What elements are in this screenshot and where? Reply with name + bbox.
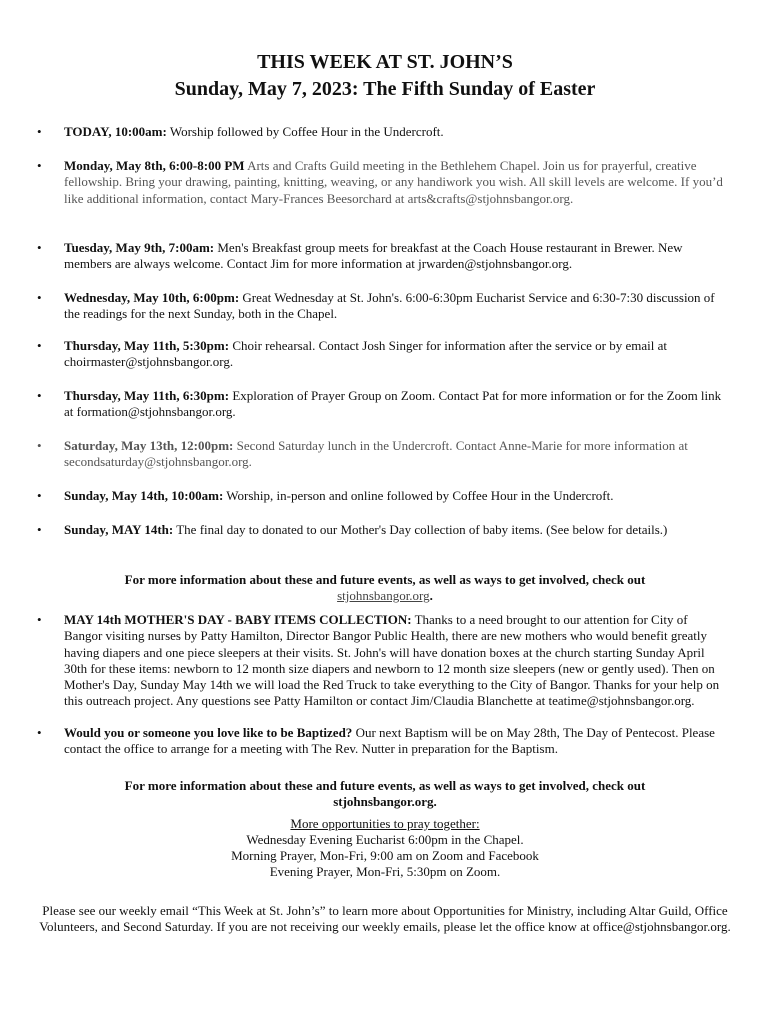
bullet-icon: • [37, 290, 42, 305]
event-label: Thursday, May 11th, 6:30pm: [64, 388, 230, 403]
prayer-line: Morning Prayer, Mon-Fri, 9:00 am on Zoom and Facebook [231, 848, 539, 863]
special-label: MAY 14th MOTHER'S DAY - BABY ITEMS COLLECTION: [64, 612, 412, 627]
event-text: Great Wednesday at St. John's. 6:00-6:30pm Eucharist Service and 6:30-7:30 discussion of the readings for the next Sunday, both in the Chapel. [64, 290, 715, 322]
bullet-icon: • [37, 488, 42, 503]
event-label: Sunday, May 14th, 10:00am: [64, 488, 224, 503]
more-info-notice [95, 572, 675, 604]
bullet-icon: • [37, 725, 42, 740]
special-text: Thanks to a need brought to our attention for City of Bangor visiting nurses by Patty Hamilton, Director Bangor Public Health, there are new mothers who would benefit greatly having diapers and one piece sleepers at their visits. St. John's will have donation boxes at the church starting Sunday April 30th for these items: newborn to 12 month size diapers and newborn to 12 month size sleepers (new or gently used). Then on Mother's Day, Sunday May 14th we will load the Red Truck to take everything to the City of Bangor. Thanks for your help on this outreach project. Any questions see Patty Hamilton or contact Jim/Claudia Blanchette at teatime@stjohnsbangor.org. [64, 612, 720, 709]
prayer-heading: More opportunities to pray together: [290, 816, 480, 831]
bullet-icon: • [37, 612, 42, 627]
list-item [37, 124, 724, 140]
list-item [37, 488, 724, 504]
list-item [37, 338, 724, 371]
event-label: TODAY, 10:00am: [64, 124, 167, 139]
event-label: Wednesday, May 10th, 6:00pm: [64, 290, 240, 305]
list-item [37, 388, 724, 421]
list-item [37, 612, 724, 710]
list-item [37, 290, 724, 323]
prayer-section [0, 816, 770, 880]
event-label: Sunday, MAY 14th: [64, 522, 174, 537]
closing-paragraph: Please see our weekly email “This Week at St. John’s” to learn more about Opportunities for Ministry, including Altar Guild, Office Volunteers, and Second Saturday. If you are not receiving our weekly emails, please let the office know at office@stjohnsbangor.org. [39, 903, 731, 934]
list-item [37, 725, 724, 758]
event-text: Men's Breakfast group meets for breakfast at the Coach House restaurant in Brewer. New members are always welcome. Contact Jim for more information at jrwarden@stjohnsbangor.org. [64, 240, 683, 272]
prayer-line: Evening Prayer, Mon-Fri, 5:30pm on Zoom. [269, 864, 501, 879]
bullet-icon: • [37, 158, 42, 173]
event-label: Monday, May 8th, 6:00-8:00 PM [64, 158, 245, 173]
more-info-end: . [429, 588, 433, 603]
list-item [37, 240, 724, 273]
event-label: Thursday, May 11th, 5:30pm: [64, 338, 230, 353]
more-info-line: stjohnsbangor.org. [333, 794, 437, 809]
event-text: Choir rehearsal. Contact Josh Singer for information after the service or by email at choirmaster@stjohnsbangor.org. [64, 338, 667, 370]
event-label: Saturday, May 13th, 12:00pm: [64, 438, 234, 453]
bullet-icon: • [37, 522, 42, 537]
event-text: Second Saturday lunch in the Undercroft. Contact Anne-Marie for more information at secondsaturday@stjohnsbangor.org. [64, 438, 688, 470]
event-text: Worship followed by Coffee Hour in the Undercroft. [166, 124, 444, 139]
page-subtitle: Sunday, May 7, 2023: The Fifth Sunday of Easter [174, 78, 596, 100]
bullet-icon: • [37, 438, 42, 453]
bullet-icon: • [37, 124, 42, 139]
special-text: Our next Baptism will be on May 28th, The Day of Pentecost. Please contact the office to arrange for a meeting with The Rev. Nutter in preparation for the Baptism. [64, 725, 715, 757]
event-text: Exploration of Prayer Group on Zoom. Contact Pat for more information or for the Zoom link at formation@stjohnsbangor.org. [64, 388, 722, 420]
event-text: Worship, in-person and online followed by Coffee Hour in the Undercroft. [223, 488, 614, 503]
list-item [37, 522, 724, 538]
bullet-icon: • [37, 338, 42, 353]
special-label: Would you or someone you love like to be Baptized? [64, 725, 353, 740]
list-item [37, 158, 724, 207]
list-item [37, 438, 724, 471]
event-text: Arts and Crafts Guild meeting in the Bethlehem Chapel. Join us for prayerful, creative fellowship. Bring your drawing, painting, knitting, weaving, or any handiwork you wish. All skill levels are welcome. If you’d like additional information, contact Mary-Frances Beesorchard at arts&crafts@stjohnsbangor.org. [64, 158, 723, 206]
more-info-notice-2 [0, 778, 770, 810]
bullet-icon: • [37, 388, 42, 403]
event-label: Tuesday, May 9th, 7:00am: [64, 240, 215, 255]
page-title: THIS WEEK AT ST. JOHN’S [257, 51, 513, 73]
event-text: The final day to donated to our Mother's Day collection of baby items. (See below for details.) [173, 522, 668, 537]
prayer-line: Wednesday Evening Eucharist 6:00pm in the Chapel. [246, 832, 524, 847]
more-info-text: For more information about these and future events, as well as ways to get involved, check out [124, 572, 646, 587]
more-info-line: For more information about these and future events, as well as ways to get involved, check out [124, 778, 646, 793]
bullet-icon: • [37, 240, 42, 255]
website-link[interactable]: stjohnsbangor.org [337, 588, 430, 603]
